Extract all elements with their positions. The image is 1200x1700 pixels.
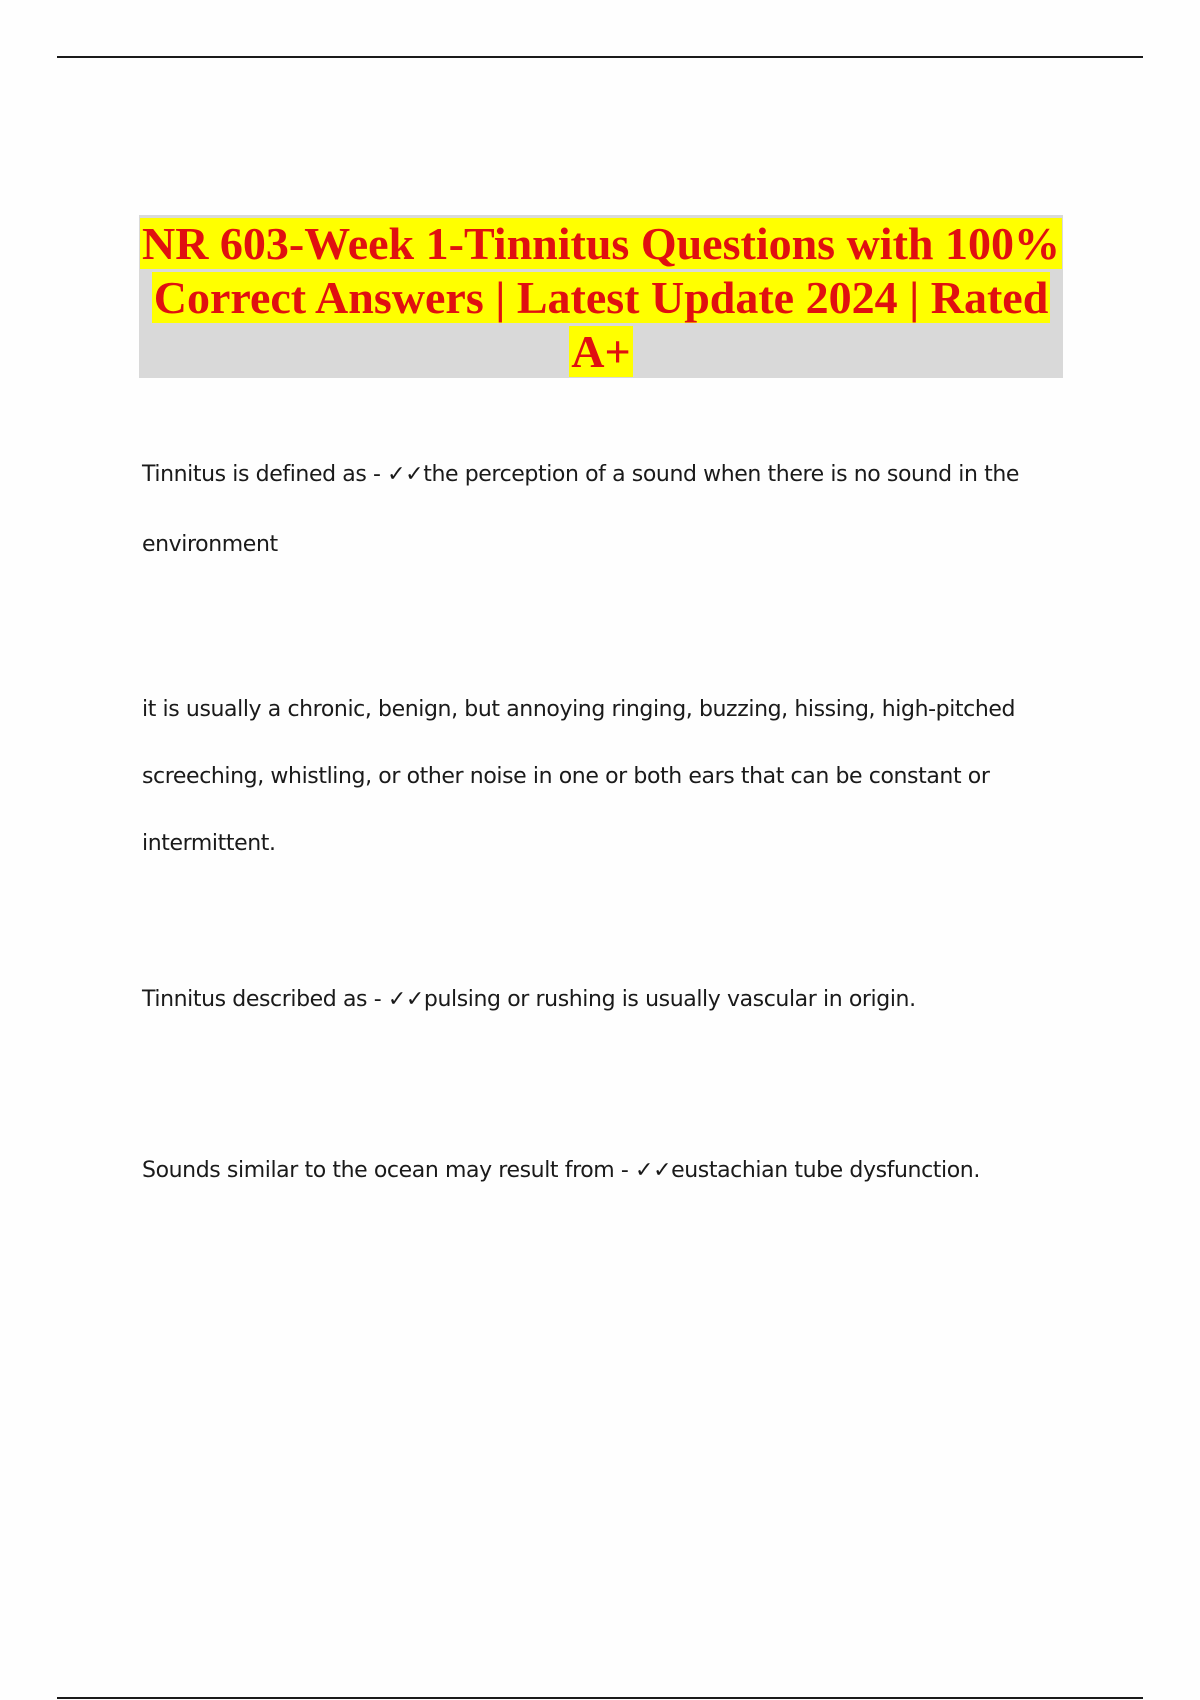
answer-text: eustachian tube dysfunction.	[671, 1158, 980, 1183]
double-check-icon: ✓✓	[635, 1158, 672, 1183]
question-text: Sounds similar to the ocean may result from -	[142, 1158, 636, 1183]
answer-text: pulsing or rushing is usually vascular in origin.	[423, 987, 916, 1012]
answer-text: the perception of a sound when there is no sound in the environment	[142, 462, 1020, 557]
footer-rule	[57, 1697, 1143, 1699]
title-box	[139, 215, 1063, 378]
paragraph-text: it is usually a chronic, benign, but annoying ringing, buzzing, hissing, high-pitched screeching, whistling, or other noise in one or both ears that can be constant or intermittent.	[142, 697, 1016, 856]
double-check-icon: ✓✓	[387, 987, 424, 1012]
qa-item-pulsing	[142, 978, 1072, 1022]
header-rule	[57, 56, 1143, 58]
document-title: NR 603-Week 1-Tinnitus Questions with 100% Correct Answers | Latest Update 2024 | Rated A+	[141, 218, 1060, 377]
question-text: Tinnitus described as -	[142, 987, 388, 1012]
paragraph-description	[142, 676, 1072, 877]
qa-item-ocean	[142, 1149, 1072, 1193]
qa-item-definition	[142, 440, 1072, 580]
question-text: Tinnitus is defined as -	[142, 462, 388, 487]
double-check-icon: ✓✓	[387, 462, 424, 487]
